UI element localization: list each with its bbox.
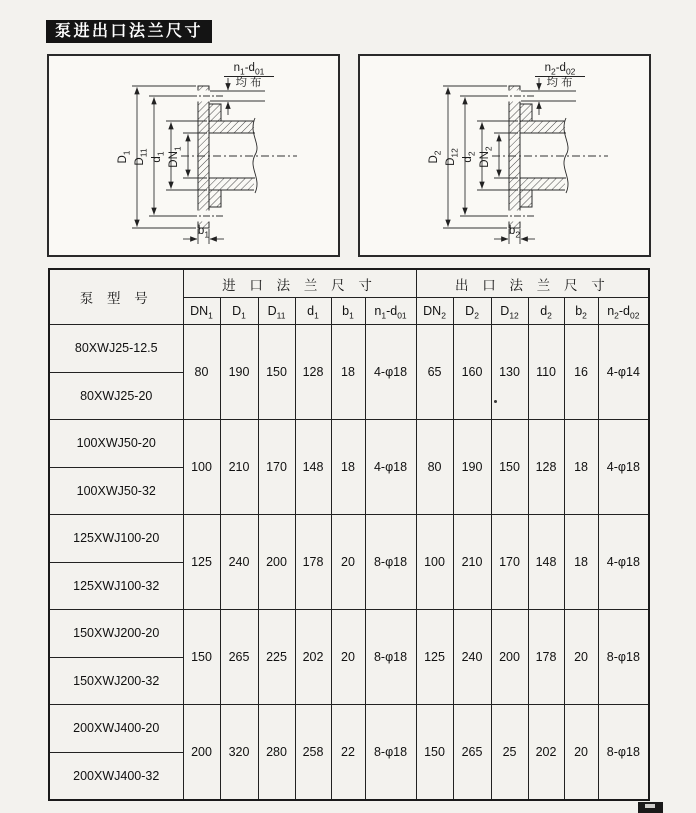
dimension-value-cell: 178 bbox=[295, 515, 331, 610]
col-header-n1d01: $n_1-d_{01}$ bbox=[365, 298, 416, 325]
dimension-value-cell: 8-φ18 bbox=[365, 705, 416, 801]
dimension-value-cell: 100 bbox=[416, 515, 453, 610]
page-corner-mark-inner bbox=[645, 804, 655, 808]
dimension-value-cell: 20 bbox=[564, 705, 598, 801]
page-corner-mark bbox=[638, 802, 663, 813]
dimension-value-cell: 280 bbox=[258, 705, 295, 801]
pump-model-cell: 125XWJ100-32 bbox=[49, 562, 183, 610]
flange-section bbox=[508, 86, 568, 228]
dimension-value-cell: 18 bbox=[564, 515, 598, 610]
dim-label-DN2: $DN_2$ bbox=[479, 146, 494, 168]
table-row bbox=[49, 325, 649, 373]
dimension-value-cell: 4-φ18 bbox=[365, 325, 416, 420]
col-header-n2d02: $n_2-d_{02}$ bbox=[598, 298, 649, 325]
dimension-value-cell: 150 bbox=[491, 420, 528, 515]
dimension-value-cell: 265 bbox=[453, 705, 491, 801]
holes-note-label: 均布 bbox=[546, 77, 576, 89]
col-header-DN2: $DN_2$ bbox=[416, 298, 453, 325]
dim-label-D1: $D_1$ bbox=[117, 150, 132, 164]
dimension-value-cell: 8-φ18 bbox=[365, 610, 416, 705]
dimension-value-cell: 202 bbox=[528, 705, 564, 801]
dimension-value-cell: 128 bbox=[528, 420, 564, 515]
flange-section bbox=[197, 86, 257, 228]
col-header-d1: $d_1$ bbox=[295, 298, 331, 325]
dimension-value-cell: 125 bbox=[416, 610, 453, 705]
col-header-D12: $D_{12}$ bbox=[491, 298, 528, 325]
dimension-value-cell: 240 bbox=[453, 610, 491, 705]
pump-model-cell: 100XWJ50-32 bbox=[49, 467, 183, 515]
dimension-value-cell: 20 bbox=[331, 515, 365, 610]
pump-model-cell: 150XWJ200-32 bbox=[49, 657, 183, 705]
pump-model-cell: 150XWJ200-20 bbox=[49, 610, 183, 658]
dimension-value-cell: 80 bbox=[183, 325, 220, 420]
dimension-value-cell: 210 bbox=[453, 515, 491, 610]
page-title: 泵进出口法兰尺寸 bbox=[46, 20, 212, 43]
dim-label-d2: $d_2$ bbox=[462, 151, 477, 163]
dimension-value-cell: 18 bbox=[331, 325, 365, 420]
pump-model-cell: 100XWJ50-20 bbox=[49, 420, 183, 468]
dimension-value-cell: 20 bbox=[331, 610, 365, 705]
dimension-value-cell: 16 bbox=[564, 325, 598, 420]
dimension-value-cell: 148 bbox=[295, 420, 331, 515]
dimension-value-cell: 202 bbox=[295, 610, 331, 705]
dimension-value-cell: 210 bbox=[220, 420, 258, 515]
flange-table-body bbox=[49, 325, 649, 801]
dimension-value-cell: 25 bbox=[491, 705, 528, 801]
dimension-value-cell: 130 bbox=[491, 325, 528, 420]
dimension-value-cell: 4-φ18 bbox=[598, 420, 649, 515]
dimension-value-cell: 4-φ18 bbox=[365, 420, 416, 515]
dimension-value-cell: 22 bbox=[331, 705, 365, 801]
dim-label-D11: $D_{11}$ bbox=[134, 148, 149, 166]
table-row bbox=[49, 515, 649, 563]
dimension-value-cell: 190 bbox=[220, 325, 258, 420]
section-header-outlet: 出 口 法 兰 尺 寸 bbox=[416, 269, 649, 298]
pump-model-cell: 80XWJ25-20 bbox=[49, 372, 183, 420]
dimension-value-cell: 200 bbox=[258, 515, 295, 610]
col-header-DN1: $DN_1$ bbox=[183, 298, 220, 325]
pump-model-cell: 80XWJ25-12.5 bbox=[49, 325, 183, 373]
dimension-value-cell: 170 bbox=[258, 420, 295, 515]
dimension-value-cell: 150 bbox=[416, 705, 453, 801]
pump-model-cell: 200XWJ400-20 bbox=[49, 705, 183, 753]
col-header-D11: $D_{11}$ bbox=[258, 298, 295, 325]
table-row bbox=[49, 705, 649, 753]
dimension-value-cell: 225 bbox=[258, 610, 295, 705]
dim-label-DN1: $DN_1$ bbox=[168, 146, 183, 168]
holes-note-label: 均布 bbox=[235, 77, 265, 89]
table-row bbox=[49, 610, 649, 658]
dim-label-D2: $D_2$ bbox=[428, 150, 443, 164]
dimension-value-cell: 8-φ18 bbox=[365, 515, 416, 610]
dim-label-b1: $b_1$ bbox=[197, 225, 210, 240]
dimension-value-cell: 80 bbox=[416, 420, 453, 515]
pump-model-cell: 125XWJ100-20 bbox=[49, 515, 183, 563]
inlet-flange-diagram bbox=[47, 54, 340, 257]
dimension-value-cell: 18 bbox=[331, 420, 365, 515]
col-header-D2: $D_2$ bbox=[453, 298, 491, 325]
section-header-inlet: 进 口 法 兰 尺 寸 bbox=[183, 269, 416, 298]
dim-label-D12: $D_{12}$ bbox=[445, 148, 460, 166]
col-header-d2: $d_2$ bbox=[528, 298, 564, 325]
dimension-value-cell: 170 bbox=[491, 515, 528, 610]
dimension-value-cell: 160 bbox=[453, 325, 491, 420]
dimension-value-cell: 150 bbox=[183, 610, 220, 705]
dimension-value-cell: 125 bbox=[183, 515, 220, 610]
dimension-value-cell: 320 bbox=[220, 705, 258, 801]
col-header-pump-model: 泵 型 号 bbox=[49, 269, 183, 325]
dimension-value-cell: 8-φ18 bbox=[598, 610, 649, 705]
dimension-value-cell: 18 bbox=[564, 420, 598, 515]
dimension-value-cell: 128 bbox=[295, 325, 331, 420]
dimension-value-cell: 8-φ18 bbox=[598, 705, 649, 801]
print-artifact-dot bbox=[494, 400, 497, 403]
col-header-b1: $b_1$ bbox=[331, 298, 365, 325]
dimension-value-cell: 110 bbox=[528, 325, 564, 420]
dimension-value-cell: 4-φ18 bbox=[598, 515, 649, 610]
dim-label-d1: $d_1$ bbox=[151, 151, 166, 163]
pump-model-cell: 200XWJ400-32 bbox=[49, 752, 183, 800]
dim-label-b2: $b_2$ bbox=[508, 225, 521, 240]
dimension-value-cell: 150 bbox=[258, 325, 295, 420]
outlet-flange-diagram bbox=[358, 54, 651, 257]
dimension-value-cell: 4-φ14 bbox=[598, 325, 649, 420]
dimension-value-cell: 190 bbox=[453, 420, 491, 515]
dimension-value-cell: 20 bbox=[564, 610, 598, 705]
flange-dimensions-table bbox=[48, 268, 650, 801]
dim-label-n2-d02: $n_2-d_{02}$ bbox=[535, 62, 585, 77]
dimension-value-cell: 100 bbox=[183, 420, 220, 515]
dimension-value-cell: 65 bbox=[416, 325, 453, 420]
dimension-value-cell: 200 bbox=[183, 705, 220, 801]
table-row bbox=[49, 420, 649, 468]
dimension-value-cell: 258 bbox=[295, 705, 331, 801]
dimension-value-cell: 148 bbox=[528, 515, 564, 610]
dimension-value-cell: 178 bbox=[528, 610, 564, 705]
dimension-value-cell: 265 bbox=[220, 610, 258, 705]
dimension-value-cell: 200 bbox=[491, 610, 528, 705]
col-header-D1: $D_1$ bbox=[220, 298, 258, 325]
dimension-value-cell: 240 bbox=[220, 515, 258, 610]
col-header-b2: $b_2$ bbox=[564, 298, 598, 325]
dim-label-n1-d01: $n_1-d_{01}$ bbox=[224, 62, 274, 77]
